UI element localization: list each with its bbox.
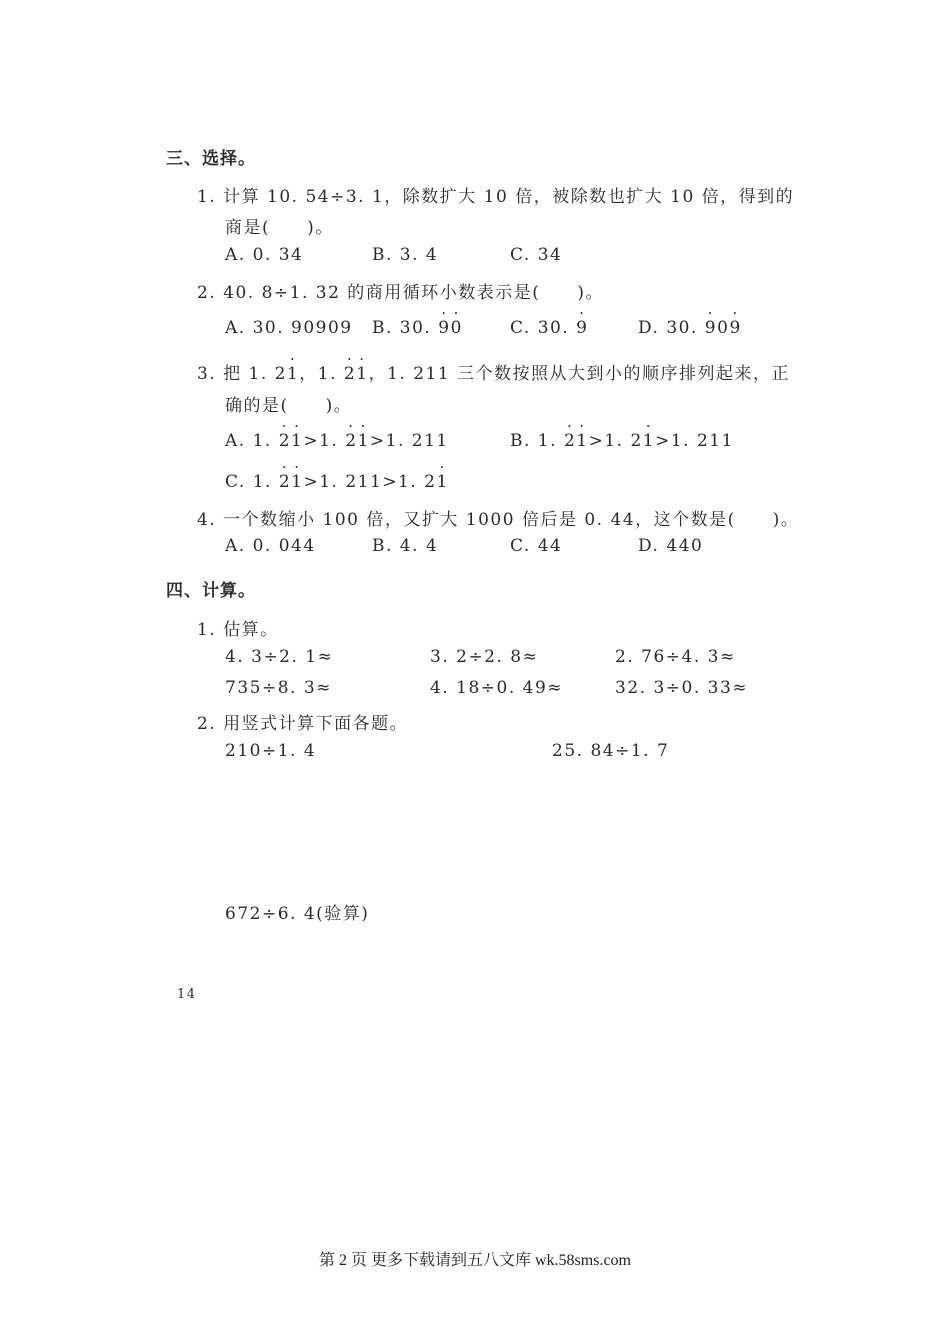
q4-option-b: B. 4. 4 [372,536,439,556]
vertical-calc-label: 2. 用竖式计算下面各题。 [197,714,409,734]
q1-stem-line1: 1. 计算 10. 54÷3. 1，除数扩大 10 倍，被除数也扩大 10 倍，得到的 [197,187,795,207]
page-number: 14 [177,987,197,1002]
q4-option-d: D. 440 [638,536,704,556]
section-4-title: 四、计算。 [166,581,256,601]
q1-option-c: C. 34 [510,245,563,265]
q1-option-a: A. 0. 34 [225,245,304,265]
q4-option-c: C. 44 [510,536,563,556]
q2-stem: 2. 40. 8÷1. 32 的商用循环小数表示是( )。 [197,283,605,303]
section-3-title: 三、选择。 [166,149,256,169]
q3-option-c: C. 1. · 2· 1>1. 211>1. 2· 1 [225,472,449,492]
q1-stem-line2: 商是( )。 [225,218,334,238]
vertical-calc-item: 210÷1. 4 [225,741,317,761]
q1-option-b: B. 3. 4 [372,245,439,265]
q4-option-a: A. 0. 044 [225,536,316,556]
estimate-item: 32. 3÷0. 33≈ [615,678,748,698]
q3-option-b: B. 1. · 2· 1>1. 2· 1>1. 211 [510,431,734,451]
estimate-label: 1. 估算。 [197,620,279,640]
page-footer: 第 2 页 更多下载请到五八文库 wk.58sms.com [318,1252,631,1269]
q2-option-b: B. 30. · 9· 0 [372,318,463,338]
vertical-calc-item: 25. 84÷1. 7 [552,741,670,761]
q2-option-a: A. 30. 90909 [225,318,353,338]
estimate-item: 4. 3÷2. 1≈ [225,647,334,667]
q2-option-c: C. 30. · 9 [510,318,588,338]
estimate-item: 2. 76÷4. 3≈ [615,647,736,667]
q2-option-d: D. 30. · 90· 9 [638,318,742,338]
estimate-item: 4. 18÷0. 49≈ [430,678,563,698]
estimate-item: 3. 2÷2. 8≈ [430,647,539,667]
q3-stem-line2: 确的是( )。 [225,396,353,416]
estimate-item: 735÷8. 3≈ [225,678,332,698]
q4-stem: 4. 一个数缩小 100 倍，又扩大 1000 倍后是 0. 44，这个数是( )。 [197,510,800,530]
q3-option-a: A. 1. · 2· 1>1. · 2· 1>1. 211 [225,431,449,451]
q3-stem-line1: 3. 把 1. 2· 1，1. · 2· 1，1. 211 三个数按照从大到小的顺序排列起来，正 [197,359,790,384]
vertical-calc-item: 672÷6. 4(验算) [225,904,370,924]
